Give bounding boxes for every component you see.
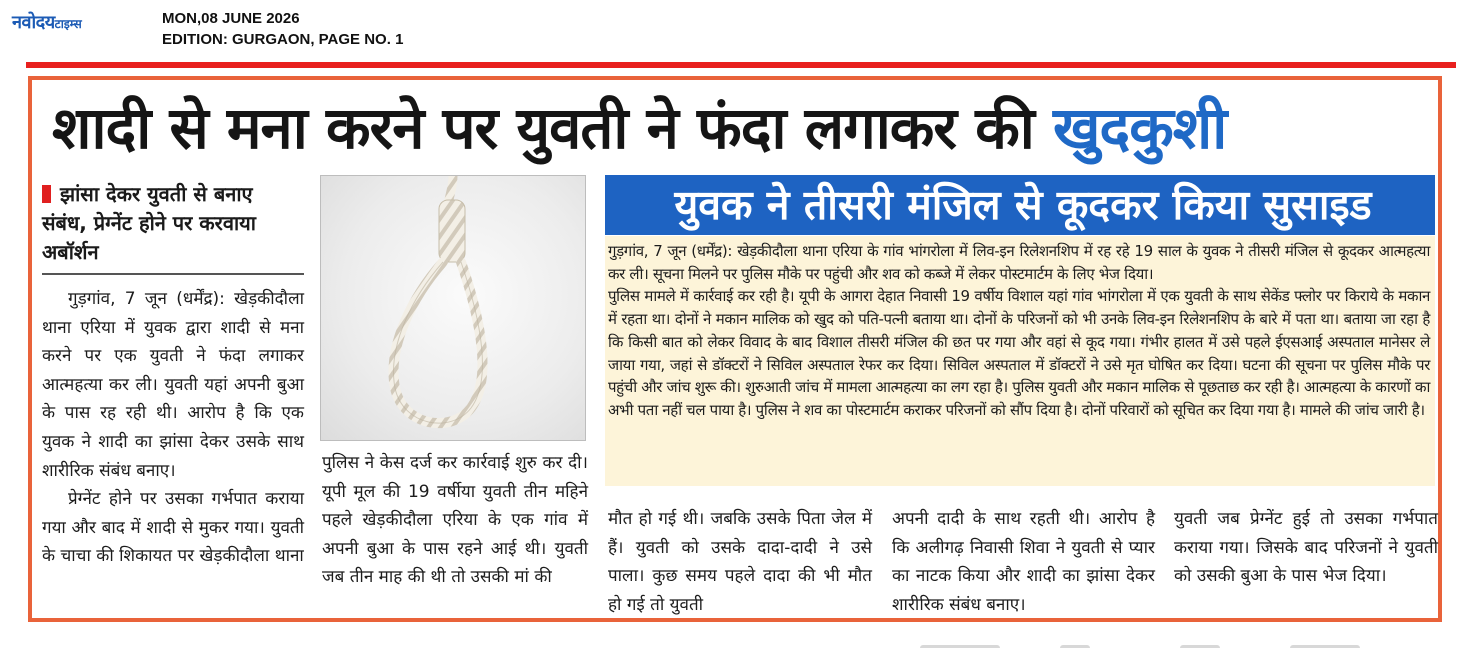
red-bullet-icon [42,185,51,203]
subhead-divider [42,273,304,275]
logo-main: नवोदय [12,12,55,33]
story-column-5 [1174,505,1438,591]
story-paragraph: गुड़गांव, 7 जून (धर्मेंद्र): खेड़कीदौला थाना एरिया के गांव भांगरोला में लिव-इन रिलेशनशिप में रह रहे 19 साल के युवक ने तीसरी मंजिल से कूदकर आत्महत्या कर ली। सूचना मिलने पर पुलिस मौके पर पहुंची और शव को कब्जे में लेकर पोस्टमार्टम के लिए भेज दिया। [608,242,1430,283]
story-column-4 [892,505,1155,619]
second-story-headline: युवक ने तीसरी मंजिल से कूदकर किया सुसाइड [674,181,1372,229]
sidebar-subhead-text: झांसा देकर युवती से बनाए संबंध, प्रेग्नेंट होने पर करवाया अबॉर्शन [42,182,256,264]
rope-noose-icon [321,176,586,441]
masthead [0,0,1460,62]
masthead-rule [26,62,1456,68]
edition-line: EDITION: GURGAON, PAGE NO. 1 [162,31,404,48]
logo-sub: टाइम्स [54,17,82,31]
story-paragraph: पुलिस ने केस दर्ज कर कार्रवाई शुरु कर दी। यूपी मूल की 19 वर्षीया युवती तीन महिने पहले खेड़कीदौला एरिया के एक गांव में अपनी बुआ के पास रहने आई थी। युवती जब तीन माह की थी तो उसकी मां की [322,453,588,588]
story-paragraph: प्रेग्नेंट होने पर उसका गर्भपात कराया गया और बाद में शादी से मुकर गया। युवती के चाचा की शिकायत पर खेड़कीदौला थाना [42,489,304,567]
next-story-fragment [880,636,1440,648]
story-paragraph: गुड़गांव, 7 जून (धर्मेंद्र): खेड़कीदौला थाना एरिया में युवक द्वारा शादी से मना करने पर एक युवती ने फंदा लगाकर आत्महत्या कर ली। युवती यहां अपनी बुआ के पास रह रही थी। आरोप है कि एक युवक ने शादी का झांसा देकर उसके साथ शारीरिक संबंध बनाए। [42,289,304,481]
story-column-1 [42,285,304,571]
story-column-2 [322,449,588,592]
headline-highlight: खुदकुशी [1052,94,1227,162]
date-line: MON,08 JUNE 2026 [162,10,300,27]
newspaper-logo [12,10,82,34]
sidebar-subhead [42,180,304,267]
edition-info [162,8,403,50]
news-photo [320,175,586,441]
story-paragraph: पुलिस मामले में कार्रवाई कर रही है। यूपी के आगरा देहात निवासी 19 वर्षीय विशाल यहां गांव भांगरोला में एक युवती के साथ सेकेंड फ्लोर पर किराये के मकान में रहता था। दोनों ने मकान मालिक को खुद को पति-पत्नी बताया था। दोनों के परिजनों को भी उनके लिव-इन रिलेशनशिप के बारे में पता था। बताया जा रहा है कि किसी बात को लेकर विवाद के बाद विशाल तीसरी मंजिल की छत पर गया और वहां से कूद गया। गंभीर हालत में उसे पहले ईएसआई अस्पताल मानेसर ले जाया गया, जहां से डॉक्टरों ने सिविल अस्पताल रेफर कर दिया। सिविल अस्पताल में डॉक्टरों ने उसे मृत घोषित कर दिया। घटना की सूचना पर पुलिस मौके पर पहुंची और जांच शुरू की। शुरुआती जांच में मामला आत्महत्या का लग रहा है। पुलिस युवती और मकान मालिक से पूछताछ कर रही है। आत्महत्या के कारणों का अभी पता नहीं चल पाया है। पुलिस ने शव का पोस्टमार्टम कराकर परिजनों को सौंप दिया है। दोनों परिवारों को सूचित कर दिया गया है। मामले की जांच जारी है। [608,287,1430,419]
story-column-3 [608,505,872,619]
second-story-body [608,240,1430,422]
story-paragraph: युवती जब प्रेग्नेंट हुई तो उसका गर्भपात कराया गया। जिसके बाद परिजनों ने युवती को उसकी बुआ के पास भेज दिया। [1174,509,1438,587]
story-paragraph: अपनी दादी के साथ रहती थी। आरोप है कि अलीगढ़ निवासी शिवा ने युवती से प्यार का नाटक किया और शादी का झांसा देकर शारीरिक संबंध बनाए। [892,509,1155,615]
headline-main: शादी से मना करने पर युवती ने फंदा लगाकर की [52,94,1034,162]
page-headline [52,88,1432,168]
story-paragraph: मौत हो गई थी। जबकि उसके पिता जेल में हैं। युवती को उसके दादा-दादी ने उसे पाला। कुछ समय पहले दादा की भी मौत हो गई तो युवती [608,509,872,615]
